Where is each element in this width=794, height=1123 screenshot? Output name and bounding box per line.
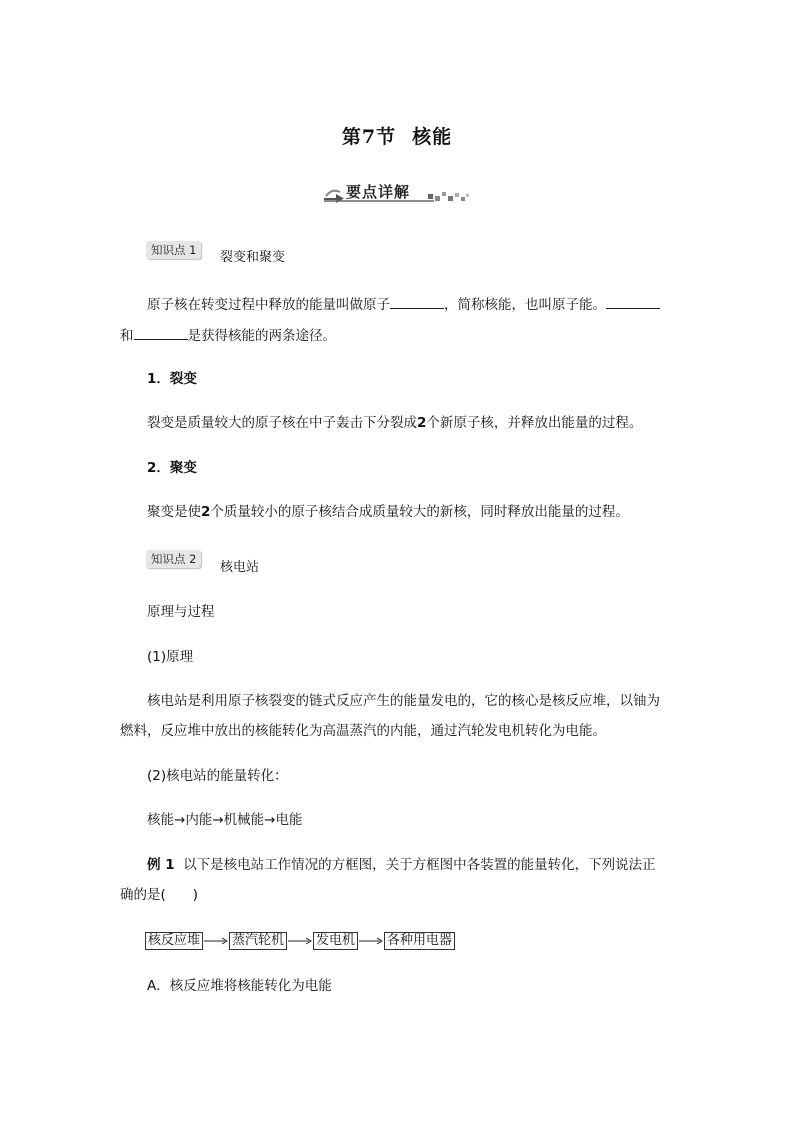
knowledge-point-tag-1: 知识点 1	[146, 241, 201, 259]
flow-diagram	[145, 931, 455, 951]
kp1-intro-line-1: 原子核在转变过程中释放的能量叫做原子 ，简称核能，也叫原子能。	[147, 294, 660, 314]
fission-text: 裂变是质量较大的原子核在中子轰击下分裂成2个新原子核，并释放出能量的过程。	[147, 415, 643, 431]
chain-item: 核能	[147, 812, 174, 828]
arrow-right-icon: →	[212, 812, 224, 828]
principle-line-1: 核电站是利用原子核裂变的链式反应产生的能量发电的，它的核心是核反应堆，以铀为	[147, 693, 660, 709]
flow-box: 蒸汽轮机	[229, 932, 287, 950]
principle-heading: (1)原理	[147, 649, 194, 665]
kp2-subheading: 原理与过程	[147, 604, 215, 620]
blank-3	[134, 325, 188, 340]
section-number: 第7节	[341, 126, 397, 148]
section-topic: 核能	[412, 126, 453, 148]
flow-box: 发电机	[313, 932, 358, 950]
flow-box: 各种用电器	[384, 932, 455, 950]
knowledge-point-title-2: 核电站	[220, 560, 260, 575]
arrow-right-icon	[358, 936, 384, 946]
knowledge-point-title-1: 裂变和聚变	[220, 250, 286, 265]
blank-2	[606, 294, 660, 309]
flow-box: 核反应堆	[145, 932, 203, 950]
blank-1	[390, 294, 444, 309]
principle-line-2: 燃料，反应堆中放出的核能转化为高温蒸汽的内能，通过汽轮发电机转化为电能。	[120, 723, 606, 739]
arrow-right-icon	[287, 936, 313, 946]
fusion-text: 聚变是使2个质量较小的原子核结合成质量较大的新核，同时释放出能量的过程。	[147, 504, 629, 520]
fission-heading: 1．裂变	[147, 371, 197, 387]
banner-title: 要点详解	[346, 183, 411, 201]
fusion-heading: 2．聚变	[147, 460, 197, 476]
chain-item: 机械能	[223, 812, 265, 828]
arrow-right-icon	[203, 936, 229, 946]
kp1-intro-line-2: 和 是获得核能的两条途径。	[120, 325, 336, 345]
example-line-2: 确的是( )	[120, 887, 199, 903]
arrow-right-icon: →	[264, 812, 276, 828]
chain-item: 内能	[185, 812, 213, 828]
section-banner	[322, 180, 472, 204]
chain-item: 电能	[275, 812, 303, 828]
page-title	[0, 122, 794, 149]
energy-conversion-heading: (2)核电站的能量转化：	[147, 768, 288, 784]
example-label: 例 1	[147, 857, 175, 873]
energy-chain	[147, 811, 302, 829]
arrow-right-icon: →	[174, 812, 186, 828]
option-a[interactable]: A．核反应堆将核能转化为电能	[147, 978, 332, 994]
example-line-1: 例 1 以下是核电站工作情况的方框图，关于方框图中各装置的能量转化，下列说法正	[147, 857, 656, 873]
knowledge-point-tag-2: 知识点 2	[146, 550, 201, 568]
